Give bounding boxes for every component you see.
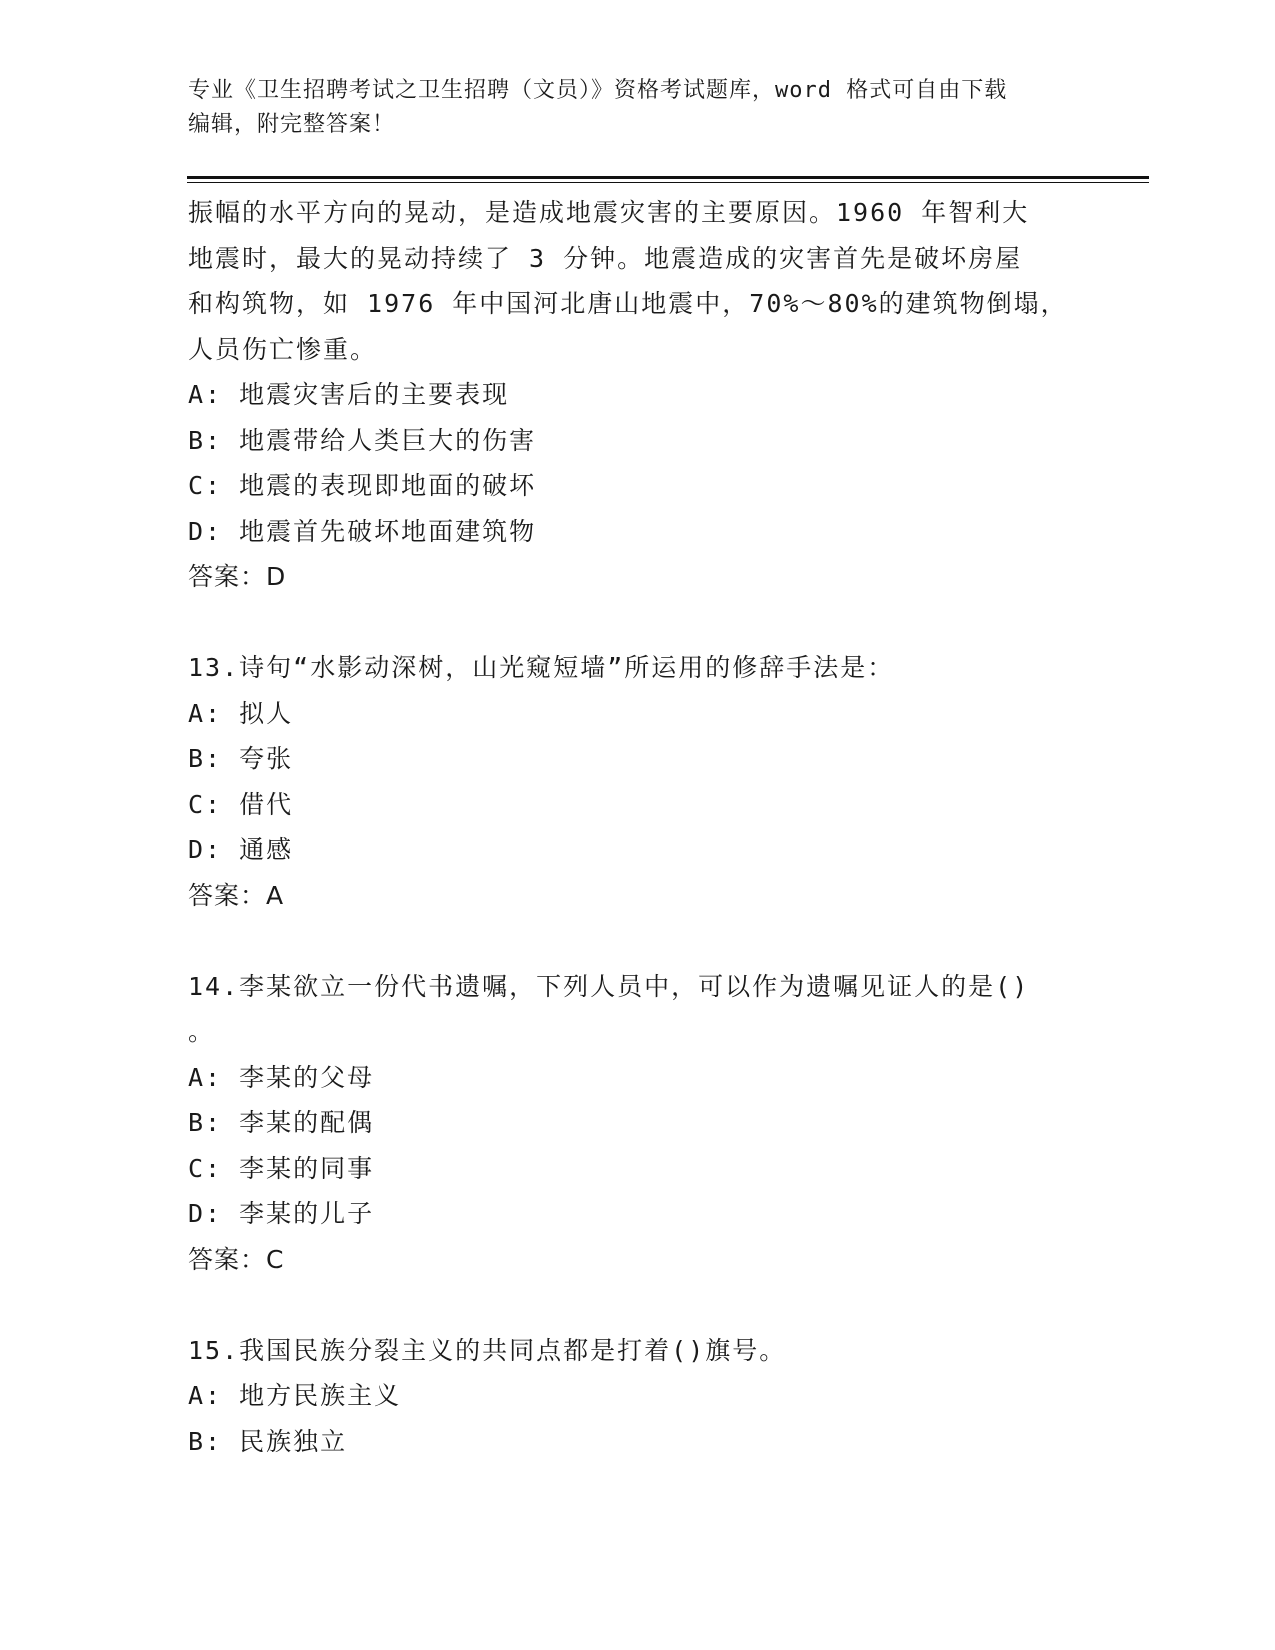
spacer: [188, 918, 1088, 964]
question-14: [188, 964, 1088, 1283]
spacer: [188, 1282, 1088, 1328]
header-divider-thick: [187, 176, 1149, 179]
question-text-continued: 。: [188, 1017, 216, 1046]
option-a: A: 李某的父母: [188, 1062, 375, 1092]
spacer: [188, 600, 1088, 646]
option-b: B: 民族独立: [188, 1426, 348, 1456]
document-body: [188, 190, 1088, 1464]
question-13: [188, 645, 1088, 918]
option-c: C: 地震的表现即地面的破坏: [188, 471, 537, 500]
header-line-2: 编辑，附完整答案！: [188, 112, 396, 137]
option-b: B: 地震带给人类巨大的伤害: [188, 425, 537, 455]
passage-line: 人员伤亡惨重。: [188, 334, 378, 364]
passage-question: [188, 190, 1088, 600]
answer-line: 答案：C: [188, 1244, 285, 1274]
passage-line: 振幅的水平方向的晃动，是造成地震灾害的主要原因。1960 年智利大: [188, 198, 1030, 227]
passage-line: 和构筑物，如 1976 年中国河北唐山地震中，70%～80%的建筑物倒塌，: [188, 289, 1068, 318]
option-a: A: 拟人: [188, 698, 294, 728]
option-a: A: 地方民族主义: [188, 1381, 402, 1410]
question-text: 13.诗句“水影动深树，山光窥短墙”所运用的修辞手法是：: [188, 653, 895, 682]
option-b: B: 李某的配偶: [188, 1108, 375, 1137]
question-text: 15.我国民族分裂主义的共同点都是打着()旗号。: [188, 1335, 787, 1365]
option-a: A: 地震灾害后的主要表现: [188, 380, 510, 409]
option-c: C: 李某的同事: [188, 1153, 375, 1183]
option-d: D: 地震首先破坏地面建筑物: [188, 516, 537, 546]
option-b: B: 夸张: [188, 744, 294, 773]
question-text: 14.李某欲立一份代书遗嘱，下列人员中，可以作为遗嘱见证人的是(): [188, 971, 1030, 1001]
option-c: C: 借代: [188, 789, 294, 819]
answer-line: 答案：A: [188, 880, 285, 910]
document-header: [188, 74, 1088, 142]
answer-line: 答案：D: [188, 562, 287, 591]
passage-line: 地震时，最大的晃动持续了 3 分钟。地震造成的灾害首先是破坏房屋: [188, 243, 1023, 273]
option-d: D: 通感: [188, 835, 294, 864]
header-divider-thin: [187, 182, 1149, 183]
option-d: D: 李某的儿子: [188, 1199, 375, 1228]
question-15: [188, 1328, 1088, 1465]
header-line-1: 专业《卫生招聘考试之卫生招聘（文员）》资格考试题库，word 格式可自由下载: [188, 78, 1008, 103]
